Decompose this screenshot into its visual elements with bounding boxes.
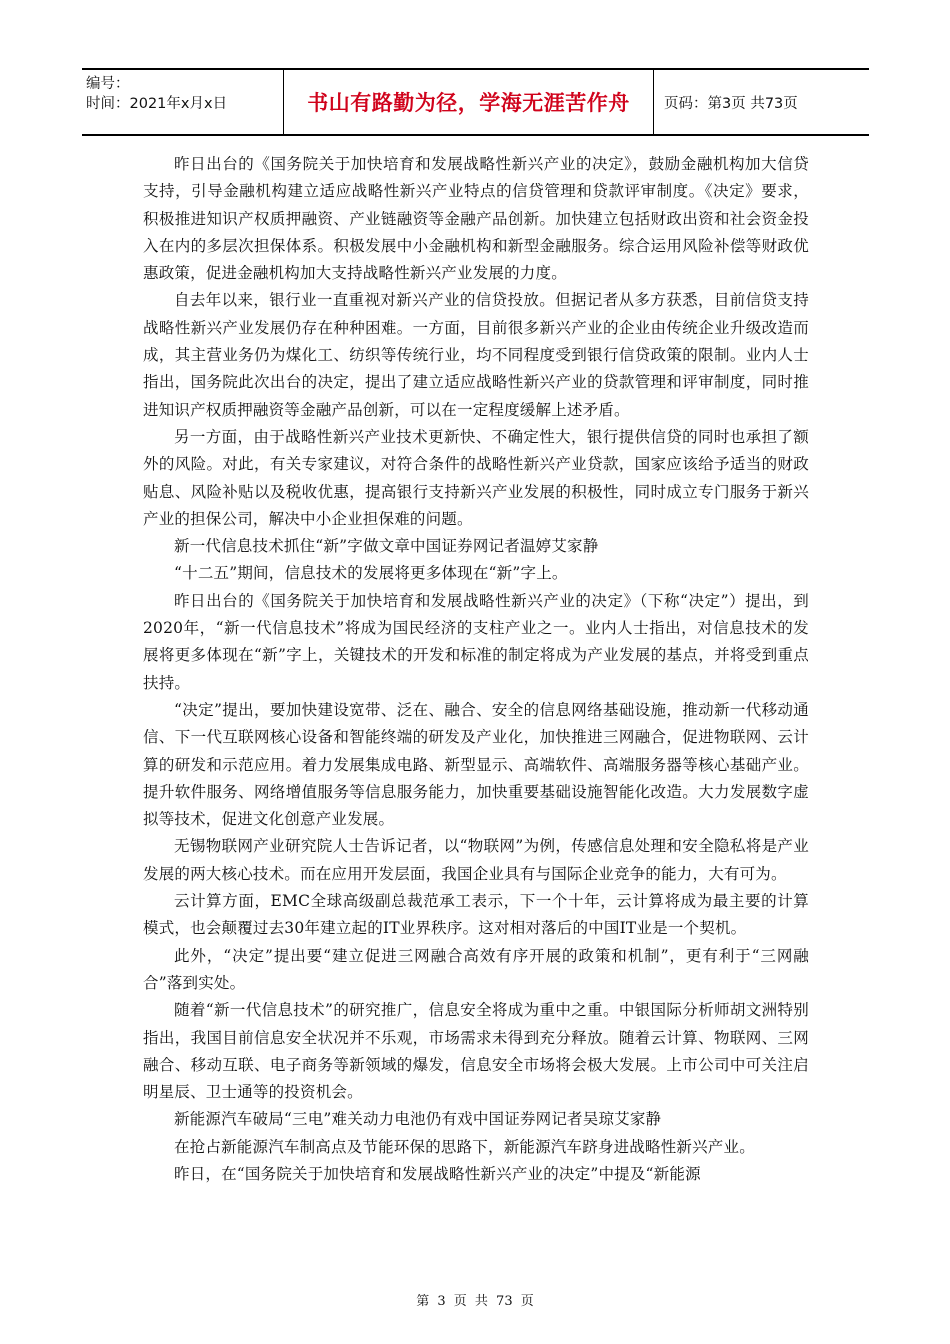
footer-page-number: 第 3 页 共 73 页 [416, 1294, 534, 1309]
body-paragraph: 昨日出台的《国务院关于加快培育和发展战略性新兴产业的决定》（下称“决定”）提出，到2020年，“新一代信息技术”将成为国民经济的支柱产业之一。业内人士指出，对信息技术的发展将更多体现在“新”字上，关键技术的开发和标准的制定将成为产业发展的基点，并将受到重点扶持。 [143, 591, 809, 692]
body-paragraph: 自去年以来，银行业一直重视对新兴产业的信贷投放。但据记者从多方获悉，目前信贷支持战略性新兴产业发展仍存在种种困难。一方面，目前很多新兴产业的企业由传统企业升级改造而成，其主营业务仍为煤化工、纺织等传统行业，均不同程度受到银行信贷政策的限制。业内人士指出，国务院此次出台的决定，提出了建立适应战略性新兴产业的贷款管理和评审制度，同时推进知识产权质押融资等金融产品创新，可以在一定程度缓解上述矛盾。 [143, 291, 809, 419]
header-motto: 书山有路勤为径，学海无涯苦作舟 [307, 91, 630, 115]
body-paragraph: “十二五”期间，信息技术的发展将更多体现在“新”字上。 [174, 564, 568, 583]
section-heading: 新一代信息技术抓住“新”字做文章中国证券网记者温婷艾家静 [174, 537, 599, 556]
body-paragraph: 随着“新一代信息技术”的研究推广，信息安全将成为重中之重。中银国际分析师胡文洲特别指出，我国目前信息安全状况并不乐观，市场需求未得到充分释放。随着云计算、物联网、三网融合、移动互联、电子商务等新领域的爆发，信息安全市场将会极大发展。上市公司中可关注启明星辰、卫士通等的投资机会。 [143, 1001, 809, 1102]
document-number-label: 编号： [86, 76, 130, 92]
body-paragraph: 无锡物联网产业研究院人士告诉记者，以“物联网”为例，传感信息处理和安全隐私将是产业发展的两大核心技术。而在应用开发层面，我国企业具有与国际企业竞争的能力，大有可为。 [143, 837, 809, 883]
page-header [82, 68, 869, 136]
body-paragraph: 昨日，在“国务院关于加快培育和发展战略性新兴产业的决定”中提及“新能源 [174, 1164, 701, 1183]
body-paragraph: 昨日出台的《国务院关于加快培育和发展战略性新兴产业的决定》，鼓励金融机构加大信贷支持，引导金融机构建立适应战略性新兴产业特点的信贷管理和贷款评审制度。《决定》要求，积极推进知识产权质押融资、产业链融资等金融产品创新。加快建立包括财政出资和社会资金投入在内的多层次担保体系。积极发展中小金融机构和新型金融服务。综合运用风险补偿等财政优惠政策，促进金融机构加大支持战略性新兴产业发展的力度。 [143, 155, 809, 283]
document-body [143, 151, 809, 1188]
header-page-number: 页码：第3页 共73页 [664, 95, 798, 112]
body-paragraph: 在抢占新能源汽车制高点及节能环保的思路下，新能源汽车跻身进战略性新兴产业。 [174, 1137, 755, 1156]
header-meta [82, 70, 284, 134]
section-heading: 新能源汽车破局“三电”难关动力电池仍有戏中国证券网记者吴琼艾家静 [174, 1110, 662, 1129]
body-paragraph: 此外，“决定”提出要“建立促进三网融合高效有序开展的政策和机制”，更有利于“三网融合”落到实处。 [143, 946, 809, 992]
document-time-label: 时间：2021年x月x日 [86, 96, 228, 112]
body-paragraph: 云计算方面，EMC全球高级副总裁范承工表示，下一个十年，云计算将成为最主要的计算模式，也会颠覆过去30年建立起的IT业界秩序。这对相对落后的中国IT业是一个契机。 [143, 892, 809, 938]
header-motto-cell [284, 70, 654, 134]
page-footer [0, 1290, 950, 1309]
body-paragraph: “决定”提出，要加快建设宽带、泛在、融合、安全的信息网络基础设施，推动新一代移动通信、下一代互联网核心设备和智能终端的研发及产业化，加快推进三网融合，促进物联网、云计算的研发和示范应用。着力发展集成电路、新型显示、高端软件、高端服务器等核心基础产业。提升软件服务、网络增值服务等信息服务能力，加快重要基础设施智能化改造。大力发展数字虚拟等技术，促进文化创意产业发展。 [143, 700, 809, 829]
header-page-cell [654, 70, 869, 134]
body-paragraph: 另一方面，由于战略性新兴产业技术更新快、不确定性大，银行提供信贷的同时也承担了额外的风险。对此，有关专家建议，对符合条件的战略性新兴产业贷款，国家应该给予适当的财政贴息、风险补贴以及税收优惠，提高银行支持新兴产业发展的积极性，同时成立专门服务于新兴产业的担保公司，解决中小企业担保难的问题。 [143, 427, 809, 528]
